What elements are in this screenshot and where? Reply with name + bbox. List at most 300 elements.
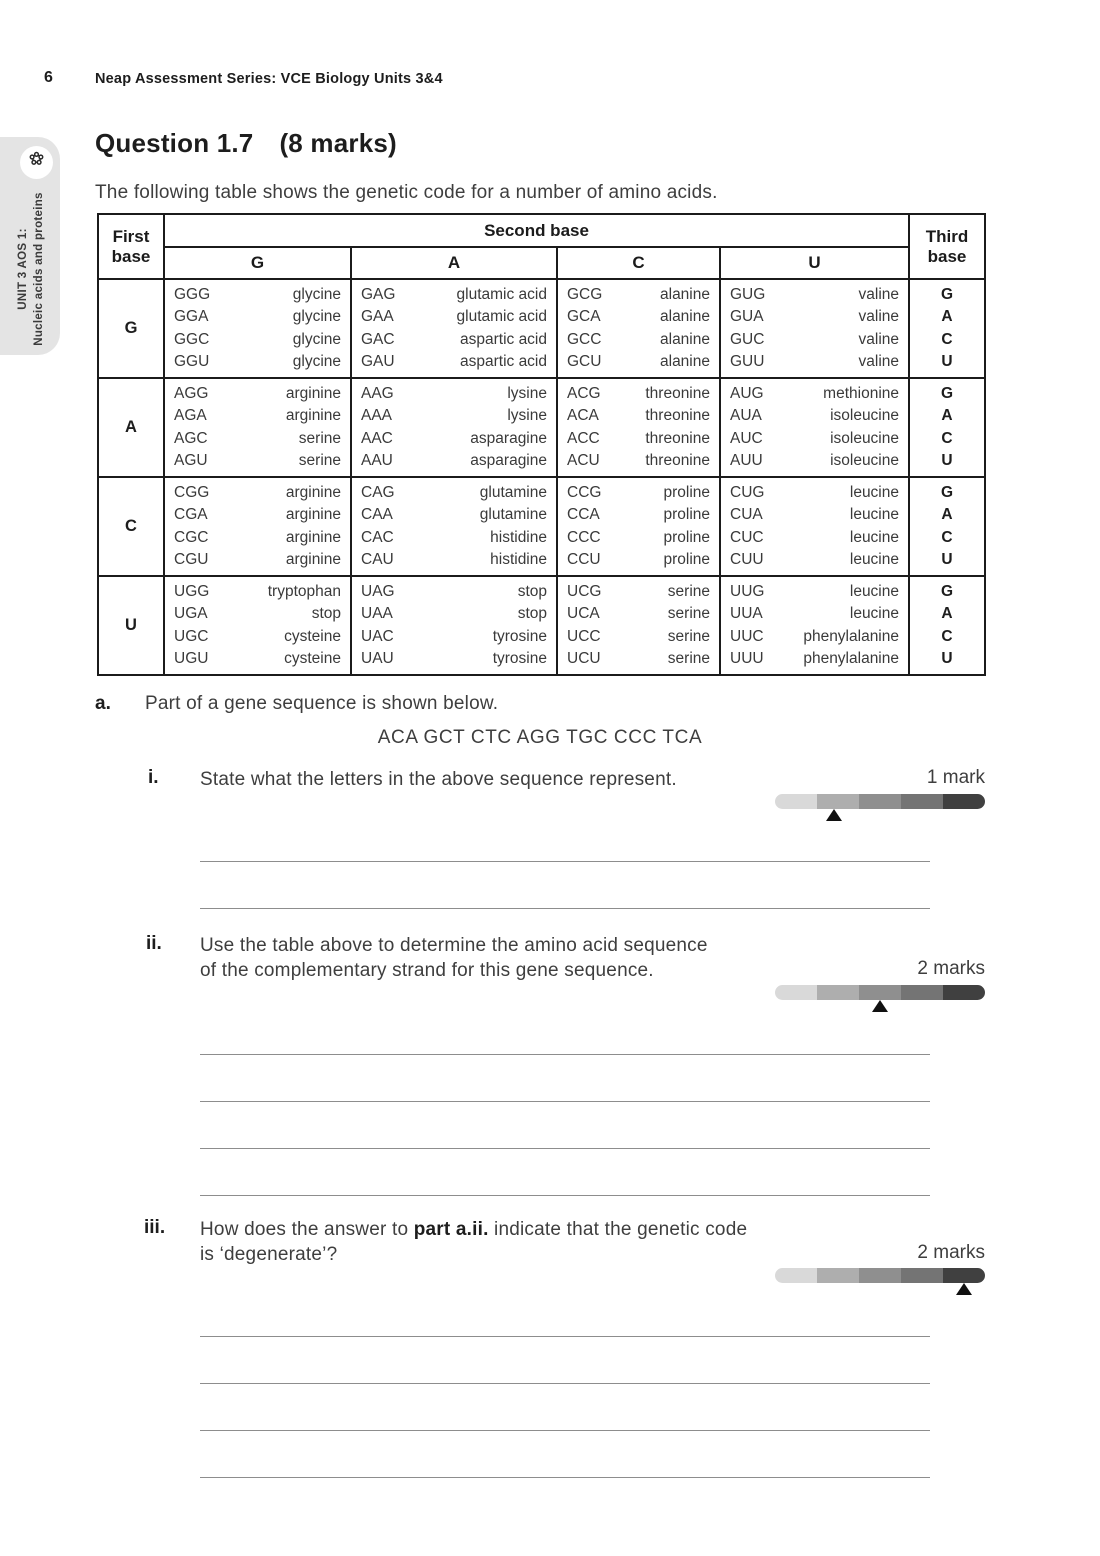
amino-acid: tyrosine xyxy=(492,627,547,645)
codon: UGG xyxy=(174,582,210,600)
codon: UGC xyxy=(174,627,209,645)
table-row xyxy=(98,477,985,576)
codon: AGA xyxy=(174,407,207,425)
codon: GUC xyxy=(730,330,765,348)
codon-acid-pair xyxy=(567,351,710,373)
codon-cell xyxy=(351,279,557,378)
codon: UUC xyxy=(730,627,764,645)
codon-acid-pair xyxy=(730,603,899,625)
codon-cell xyxy=(164,576,351,675)
amino-acid: arginine xyxy=(285,407,341,425)
amino-acid: phenylalanine xyxy=(803,649,899,667)
codon-acid-pair xyxy=(174,284,341,306)
codon-cell xyxy=(164,279,351,378)
codon-acid-pair xyxy=(174,329,341,351)
codon-acid-pair xyxy=(361,428,547,450)
codon-acid-pair xyxy=(730,329,899,351)
codon-cell xyxy=(557,279,720,378)
codon-acid-pair xyxy=(730,648,899,670)
codon-acid-pair xyxy=(567,450,710,472)
codon-acid-pair xyxy=(361,405,547,427)
third-base-letter: U xyxy=(941,451,953,469)
codon: UUA xyxy=(730,605,763,623)
codon: GCA xyxy=(567,308,601,326)
bar-segment xyxy=(901,985,943,1000)
codon-acid-pair xyxy=(361,306,547,328)
amino-acid: isoleucine xyxy=(830,429,899,447)
codon-cell xyxy=(351,378,557,477)
amino-acid: valine xyxy=(858,352,899,370)
codon-acid-pair xyxy=(174,527,341,549)
codon-acid-pair xyxy=(174,428,341,450)
amino-acid: leucine xyxy=(849,483,899,501)
subpart-ii-text-line2: of the complementary strand for this gene sequence. xyxy=(200,960,654,981)
codon-acid-pair xyxy=(174,306,341,328)
amino-acid: glutamine xyxy=(479,483,547,501)
sidebar-tab-text xyxy=(15,192,47,346)
codon: GCG xyxy=(567,285,603,303)
codon: AGG xyxy=(174,384,209,402)
codon-acid-pair xyxy=(361,527,547,549)
amino-acid: glycine xyxy=(292,330,341,348)
table-row xyxy=(98,279,985,378)
bar-segment xyxy=(943,1268,985,1283)
codon-acid-pair xyxy=(174,450,341,472)
difficulty-bar xyxy=(775,985,985,1015)
third-base-header: Third base xyxy=(909,214,985,279)
codon: CGA xyxy=(174,506,208,524)
amino-acid: serine xyxy=(298,451,341,469)
codon: AUG xyxy=(730,384,764,402)
second-base-col-G: G xyxy=(164,247,351,279)
codon: CUG xyxy=(730,483,765,501)
codon: GGG xyxy=(174,285,211,303)
codon-acid-pair xyxy=(730,482,899,504)
first-base-cell: C xyxy=(98,477,164,576)
amino-acid: stop xyxy=(311,605,341,623)
subpart-ii-label: ii. xyxy=(146,933,162,954)
codon: UAU xyxy=(361,649,394,667)
third-base-cell xyxy=(909,477,985,576)
amino-acid: leucine xyxy=(849,528,899,546)
codon-acid-pair xyxy=(567,549,710,571)
codon: GAA xyxy=(361,308,394,326)
codon-acid-pair xyxy=(730,527,899,549)
codon: UAC xyxy=(361,627,394,645)
codon-acid-pair xyxy=(567,527,710,549)
codon-cell xyxy=(164,477,351,576)
part-a-text: Part of a gene sequence is shown below. xyxy=(145,693,499,714)
answer-line xyxy=(200,861,930,862)
third-base-letter: G xyxy=(940,582,954,600)
codon: UCC xyxy=(567,627,601,645)
codon-cell xyxy=(720,378,909,477)
codon: GGC xyxy=(174,330,210,348)
codon-acid-pair xyxy=(174,549,341,571)
codon: CAC xyxy=(361,528,394,546)
third-base-letter: G xyxy=(940,483,954,501)
codon: UGU xyxy=(174,649,209,667)
codon-acid-pair xyxy=(361,351,547,373)
codon-cell xyxy=(557,477,720,576)
answer-line xyxy=(200,1336,930,1337)
codon: CCA xyxy=(567,506,600,524)
question-intro-text: The following table shows the genetic code for a number of amino acids. xyxy=(95,182,718,203)
third-base-letter: C xyxy=(941,429,953,447)
bar-segment xyxy=(859,794,901,809)
third-base-letter: A xyxy=(941,407,953,425)
codon: AUA xyxy=(730,407,762,425)
codon: CGG xyxy=(174,483,210,501)
second-base-col-A: A xyxy=(351,247,557,279)
second-base-col-U: U xyxy=(720,247,909,279)
codon-cell xyxy=(351,477,557,576)
codon-acid-pair xyxy=(174,482,341,504)
codon-cell xyxy=(557,378,720,477)
table-row xyxy=(98,576,985,675)
codon-acid-pair xyxy=(567,626,710,648)
third-base-cell xyxy=(909,576,985,675)
amino-acid: asparagine xyxy=(470,429,547,447)
bar-segment xyxy=(901,794,943,809)
codon-acid-pair xyxy=(361,482,547,504)
codon-acid-pair xyxy=(361,504,547,526)
codon-cell xyxy=(351,576,557,675)
codon: UCA xyxy=(567,605,600,623)
codon-acid-pair xyxy=(567,648,710,670)
codon-acid-pair xyxy=(567,482,710,504)
page-number: 6 xyxy=(44,69,53,86)
amino-acid: phenylalanine xyxy=(803,627,899,645)
codon: CUC xyxy=(730,528,764,546)
third-base-letter: A xyxy=(941,308,953,326)
amino-acid: leucine xyxy=(849,550,899,568)
codon-acid-pair xyxy=(174,383,341,405)
difficulty-bar xyxy=(775,1268,985,1298)
difficulty-gradient-bar xyxy=(775,985,985,1000)
codon: GUA xyxy=(730,308,764,326)
amino-acid: alanine xyxy=(660,330,710,348)
part-a-label: a. xyxy=(95,693,111,714)
codon-acid-pair xyxy=(730,581,899,603)
codon: ACG xyxy=(567,384,601,402)
third-base-letter: C xyxy=(941,528,953,546)
codon: UCU xyxy=(567,649,601,667)
genetic-code-table xyxy=(97,213,986,676)
codon-acid-pair xyxy=(361,581,547,603)
bar-segment xyxy=(775,985,817,1000)
answer-lines-ii xyxy=(200,1054,930,1196)
amino-acid: tryptophan xyxy=(267,582,341,600)
amino-acid: arginine xyxy=(285,550,341,568)
codon: AAU xyxy=(361,451,393,469)
amino-acid: serine xyxy=(667,649,710,667)
amino-acid: proline xyxy=(663,506,710,524)
subpart-iii-text-line1 xyxy=(200,1217,747,1242)
codon-cell xyxy=(557,576,720,675)
first-base-header: First base xyxy=(98,214,164,279)
answer-lines-iii xyxy=(200,1336,930,1478)
answer-line xyxy=(200,1430,930,1431)
codon-acid-pair xyxy=(361,626,547,648)
amino-acid: leucine xyxy=(849,605,899,623)
codon-acid-pair xyxy=(567,405,710,427)
first-base-cell: G xyxy=(98,279,164,378)
codon-acid-pair xyxy=(730,450,899,472)
second-base-header: Second base xyxy=(164,214,909,247)
sidebar-unit-label: UNIT 3 AOS 1: xyxy=(17,228,29,310)
book-header-title: Neap Assessment Series: VCE Biology Units 3&4 xyxy=(95,71,443,87)
codon-acid-pair xyxy=(174,581,341,603)
third-base-letter: U xyxy=(941,352,953,370)
amino-acid: threonine xyxy=(645,384,710,402)
answer-line xyxy=(200,1054,930,1055)
codon-acid-pair xyxy=(567,428,710,450)
question-title xyxy=(95,128,397,159)
amino-acid: tyrosine xyxy=(492,649,547,667)
amino-acid: aspartic acid xyxy=(459,352,547,370)
difficulty-gradient-bar xyxy=(775,794,985,809)
third-base-cell xyxy=(909,378,985,477)
amino-acid: serine xyxy=(298,429,341,447)
subpart-ii-marks: 2 marks xyxy=(917,958,985,979)
amino-acid: leucine xyxy=(849,506,899,524)
difficulty-arrow-icon xyxy=(826,809,842,821)
bar-segment xyxy=(859,985,901,1000)
sidebar-topic-label: Nucleic acids and proteins xyxy=(33,192,45,346)
subpart-iii-text xyxy=(200,1217,747,1267)
codon-acid-pair xyxy=(361,383,547,405)
codon: CAA xyxy=(361,506,393,524)
codon: CAG xyxy=(361,483,395,501)
amino-acid: stop xyxy=(517,605,547,623)
codon-acid-pair xyxy=(730,306,899,328)
codon: ACU xyxy=(567,451,600,469)
amino-acid: serine xyxy=(667,605,710,623)
codon: AGC xyxy=(174,429,208,447)
codon-acid-pair xyxy=(730,504,899,526)
codon-acid-pair xyxy=(567,581,710,603)
codon-acid-pair xyxy=(567,504,710,526)
second-base-col-C: C xyxy=(557,247,720,279)
codon-acid-pair xyxy=(567,603,710,625)
amino-acid: proline xyxy=(663,528,710,546)
sidebar-icon-circle xyxy=(20,146,53,179)
amino-acid: valine xyxy=(858,308,899,326)
bar-segment xyxy=(943,985,985,1000)
third-base-letter: C xyxy=(941,627,953,645)
amino-acid: isoleucine xyxy=(830,451,899,469)
codon-acid-pair xyxy=(730,351,899,373)
amino-acid: proline xyxy=(663,550,710,568)
codon: ACA xyxy=(567,407,599,425)
third-base-letter: U xyxy=(941,649,953,667)
bar-segment xyxy=(775,794,817,809)
codon-cell xyxy=(720,279,909,378)
codon: CUU xyxy=(730,550,764,568)
difficulty-arrow-icon xyxy=(872,1000,888,1012)
answer-line xyxy=(200,1383,930,1384)
codon-acid-pair xyxy=(361,549,547,571)
bar-segment xyxy=(901,1268,943,1283)
third-base-letter: A xyxy=(941,605,953,623)
gene-sequence: ACA GCT CTC AGG TGC CCC TCA xyxy=(377,727,703,748)
codon: UGA xyxy=(174,605,208,623)
codon: GCC xyxy=(567,330,602,348)
codon-acid-pair xyxy=(361,450,547,472)
amino-acid: methionine xyxy=(823,384,899,402)
subpart-iii-label: iii. xyxy=(144,1217,166,1238)
codon: CCG xyxy=(567,483,602,501)
codon: CCC xyxy=(567,528,601,546)
answer-line xyxy=(200,1195,930,1196)
amino-acid: serine xyxy=(667,627,710,645)
unit-sidebar-tab xyxy=(0,137,60,355)
amino-acid: aspartic acid xyxy=(459,330,547,348)
subpart-iii-text-line2: is ‘degenerate’? xyxy=(200,1244,338,1265)
codon: GAG xyxy=(361,285,396,303)
codon-acid-pair xyxy=(567,383,710,405)
amino-acid: valine xyxy=(858,285,899,303)
codon-cell xyxy=(720,477,909,576)
codon-acid-pair xyxy=(361,648,547,670)
answer-line xyxy=(200,1477,930,1478)
codon: CAU xyxy=(361,550,394,568)
first-base-cell: U xyxy=(98,576,164,675)
codon: UCG xyxy=(567,582,602,600)
subpart-ii-text-line1: Use the table above to determine the amino acid sequence xyxy=(200,935,708,956)
amino-acid: leucine xyxy=(849,582,899,600)
amino-acid: glycine xyxy=(292,352,341,370)
amino-acid: histidine xyxy=(490,550,547,568)
codon: UAG xyxy=(361,582,395,600)
codon-acid-pair xyxy=(174,626,341,648)
subpart-iii-text-after: indicate that the genetic code xyxy=(488,1219,748,1240)
amino-acid: proline xyxy=(663,483,710,501)
amino-acid: threonine xyxy=(645,451,710,469)
codon-acid-pair xyxy=(567,306,710,328)
bar-segment xyxy=(817,985,859,1000)
subpart-i-text: State what the letters in the above sequence represent. xyxy=(200,769,677,790)
codon-acid-pair xyxy=(174,405,341,427)
codon: GAC xyxy=(361,330,395,348)
codon: CGU xyxy=(174,550,209,568)
codon: UUG xyxy=(730,582,765,600)
codon: CGC xyxy=(174,528,209,546)
amino-acid: serine xyxy=(667,582,710,600)
amino-acid: threonine xyxy=(645,407,710,425)
difficulty-arrow-icon xyxy=(956,1283,972,1295)
subpart-i-marks: 1 mark xyxy=(926,767,985,788)
subpart-i-label: i. xyxy=(148,767,159,788)
codon-acid-pair xyxy=(567,329,710,351)
third-base-letter: A xyxy=(941,506,953,524)
third-base-cell xyxy=(909,279,985,378)
bar-segment xyxy=(943,794,985,809)
codon: GGU xyxy=(174,352,210,370)
answer-lines-i xyxy=(200,861,930,909)
codon-cell xyxy=(720,576,909,675)
codon: GGA xyxy=(174,308,209,326)
amino-acid: arginine xyxy=(285,483,341,501)
codon-acid-pair xyxy=(730,626,899,648)
question-total-marks: (8 marks) xyxy=(279,128,397,158)
third-base-letter: U xyxy=(941,550,953,568)
codon-acid-pair xyxy=(361,284,547,306)
codon-acid-pair xyxy=(174,504,341,526)
amino-acid: lysine xyxy=(507,384,547,402)
codon: UUU xyxy=(730,649,764,667)
subpart-iii-marks: 2 marks xyxy=(917,1242,985,1263)
amino-acid: arginine xyxy=(285,384,341,402)
subpart-ii-text xyxy=(200,933,708,983)
difficulty-bar xyxy=(775,794,985,824)
amino-acid: cysteine xyxy=(284,627,341,645)
codon: AUC xyxy=(730,429,763,447)
codon-acid-pair xyxy=(174,648,341,670)
codon: CCU xyxy=(567,550,601,568)
amino-acid: asparagine xyxy=(470,451,547,469)
codon: AUU xyxy=(730,451,763,469)
genetic-table-body xyxy=(98,279,985,675)
molecule-icon xyxy=(26,150,47,176)
amino-acid: arginine xyxy=(285,528,341,546)
table-row xyxy=(98,378,985,477)
difficulty-gradient-bar xyxy=(775,1268,985,1283)
third-base-letter: C xyxy=(941,330,953,348)
amino-acid: alanine xyxy=(660,308,710,326)
amino-acid: glycine xyxy=(292,308,341,326)
amino-acid: lysine xyxy=(507,407,547,425)
amino-acid: threonine xyxy=(645,429,710,447)
codon-cell xyxy=(164,378,351,477)
codon: GUU xyxy=(730,352,765,370)
codon: GUG xyxy=(730,285,766,303)
codon: UAA xyxy=(361,605,393,623)
codon-acid-pair xyxy=(174,603,341,625)
amino-acid: glutamine xyxy=(479,506,547,524)
codon-acid-pair xyxy=(730,428,899,450)
codon-acid-pair xyxy=(174,351,341,373)
third-base-letter: G xyxy=(940,285,954,303)
bar-segment xyxy=(859,1268,901,1283)
codon-acid-pair xyxy=(361,603,547,625)
codon-acid-pair xyxy=(730,549,899,571)
codon-acid-pair xyxy=(730,284,899,306)
codon: AGU xyxy=(174,451,208,469)
answer-line xyxy=(200,1101,930,1102)
codon-acid-pair xyxy=(730,405,899,427)
codon-acid-pair xyxy=(730,383,899,405)
amino-acid: glutamic acid xyxy=(456,308,547,326)
first-base-cell: A xyxy=(98,378,164,477)
bar-segment xyxy=(817,794,859,809)
amino-acid: alanine xyxy=(660,352,710,370)
amino-acid: cysteine xyxy=(284,649,341,667)
amino-acid: arginine xyxy=(285,506,341,524)
codon: GCU xyxy=(567,352,602,370)
subpart-iii-text-before: How does the answer to xyxy=(200,1219,414,1240)
codon: AAG xyxy=(361,384,394,402)
answer-line xyxy=(200,908,930,909)
third-base-letter: G xyxy=(940,384,954,402)
codon-acid-pair xyxy=(361,329,547,351)
bar-segment xyxy=(775,1268,817,1283)
amino-acid: valine xyxy=(858,330,899,348)
codon: GAU xyxy=(361,352,395,370)
amino-acid: glutamic acid xyxy=(456,285,547,303)
amino-acid: histidine xyxy=(490,528,547,546)
